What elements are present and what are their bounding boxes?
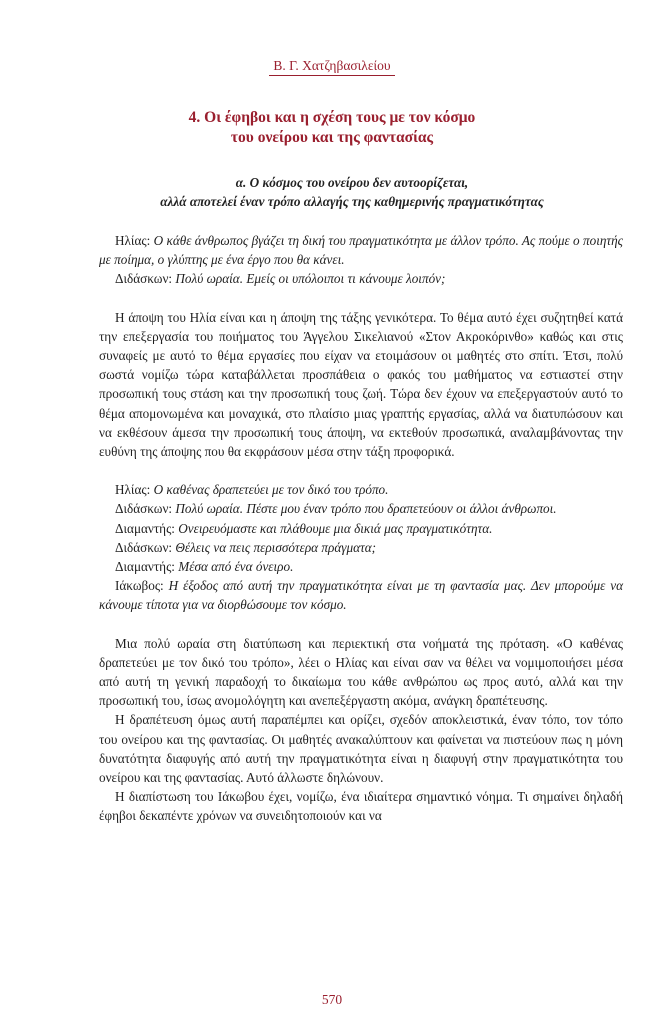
body-paragraph-2: Μια πολύ ωραία στη διατύπωση και περιεκτική στα νοήματά της πρόταση. «Ο καθένας δραπετεύει με τον δικό του τρόπο», λέει ο Ηλίας και είναι σαν να θέλει να νομιμοποιήσει μέσα από αυτή τη γενική παραδοχή το δικαίωμα του κάθε ανθρώπου ως προς αυτό, αλλά και την προσωπική του, ίσως ανομολόγητη και ανεπεξέργαστη ακόμα, ανάγκη δραπέτευσης.	[99, 635, 623, 709]
speaker-name: Ηλίας:	[115, 482, 151, 498]
speaker-name: Ιάκωβος:	[115, 578, 164, 594]
dialogue-line	[99, 231, 623, 269]
body-paragraph-4: Η διαπίστωση του Ιάκωβου έχει, νομίζω, ένα ιδιαίτερα σημαντικό νόημα. Τι σημαίνει δηλαδή έφηβοι δεκαπέντε χρόνων να συνειδητοποιούν και να	[99, 789, 623, 824]
body-paragraph-3: Η δραπέτευση όμως αυτή παραπέμπει και ορίζει, σχεδόν αποκλειστικά, έναν τόπο, τον τόπο του ονείρου και της φαντασίας. Οι μαθητές ανακαλύπτουν και φαίνεται να πιστεύουν πως η μόνη δυνατότητα διαφυγής από αυτή την πραγματικότητα είναι η διαφυγή στην πραγματικότητα του ονείρου και της φαντασίας. Αυτό άλλωστε δηλώνουν.	[99, 712, 623, 786]
dialogue-line	[99, 519, 623, 538]
speaker-name: Διαμαντής:	[115, 520, 175, 536]
utterance: Πολύ ωραία. Πέστε μου έναν τρόπο που δραπετεύουν οι άλλοι άνθρωποι.	[175, 501, 557, 517]
dialogue-line	[99, 480, 623, 499]
author-name: Β. Γ. Χατζηβασιλείου	[269, 58, 394, 76]
utterance: Πολύ ωραία. Εμείς οι υπόλοιποι τι κάνουμε λοιπόν;	[175, 271, 446, 287]
section-subtitle	[82, 173, 622, 211]
subtitle-line-1: α. Ο κόσμος του ονείρου δεν αυτοορίζεται,	[235, 175, 469, 190]
speaker-name: Διδάσκων:	[115, 539, 173, 555]
dialogue-line	[99, 557, 623, 576]
utterance: Μέσα από ένα όνειρο.	[178, 559, 294, 575]
subtitle-line-2: αλλά αποτελεί έναν τρόπο αλλαγής της καθημερινής πραγματικότητας	[160, 194, 544, 209]
section-title-line-2: του ονείρου και της φαντασίας	[230, 129, 434, 146]
dialogue-line	[99, 576, 623, 614]
speaker-name: Ηλίας:	[115, 233, 151, 248]
page-body	[99, 231, 623, 826]
speaker-name: Διδάσκων:	[115, 271, 173, 287]
utterance: Θέλεις να πεις περισσότερα πράγματα;	[175, 539, 377, 555]
speaker-name: Διαμαντής:	[115, 559, 175, 575]
speaker-name: Διδάσκων:	[115, 501, 173, 517]
utterance: Ο καθένας δραπετεύει με τον δικό του τρόπο.	[153, 482, 389, 498]
dialogue-line	[99, 538, 623, 557]
dialogue-line	[99, 499, 623, 518]
page-number: 570	[321, 992, 343, 1007]
section-title-line-1: 4. Οι έφηβοι και η σχέση τους με τον κόσμο	[188, 109, 476, 126]
utterance: Ονειρευόμαστε και πλάθουμε μια δικιά μας πραγματικότητα.	[178, 520, 493, 536]
dialogue-line	[99, 269, 623, 288]
section-title	[120, 108, 544, 148]
utterance: Ο κάθε άνθρωπος βγάζει τη δική του πραγματικότητα με άλλον τρόπο. Ας πούμε ο ποιητής με ποίημα, ο γλύπτης με ένα έργο που θα κάνει.	[99, 233, 624, 268]
running-header	[0, 58, 664, 74]
utterance: Η έξοδος από αυτή την πραγματικότητα είναι με τη φαντασία μας. Δεν μπορούμε να κάνουμε τίποτα για να διορθώσουμε τον κόσμο.	[99, 578, 624, 613]
body-paragraph-1: Η άποψη του Ηλία είναι και η άποψη της τάξης γενικότερα. Το θέμα αυτό έχει συζητηθεί κατά την επεξεργασία του ποιήματος του Άγγελου Σικελιανού «Στον Ακροκόρινθο» καθώς και στις συναφείς με αυτό το θέμα εργασίες που είχαν να ετοιμάσουν οι μαθητές στο σπίτι. Έτσι, πολύ σωστά νομίζω τώρα καταβάλλεται προσπάθεια ο φακός του μαθήματος να εστιαστεί στην προσωπική τους στάση και την προσωπική τους ζωή. Τώρα δεν έχουν να επεξεργαστούν αυτό το θέμα απομονωμένα και μοναχικά, στο πλαίσιο μιας γραπτής εργασίας, αλλά να διατυπώσουν και να εκθέσουν άμεσα την προσωπική τους άποψη, να εκτεθούν προσωπικά, αναλαμβάνοντας την ευθύνη της άποψης που θα εκφράσουν μέσα στην τάξη προφορικά.	[99, 309, 623, 460]
